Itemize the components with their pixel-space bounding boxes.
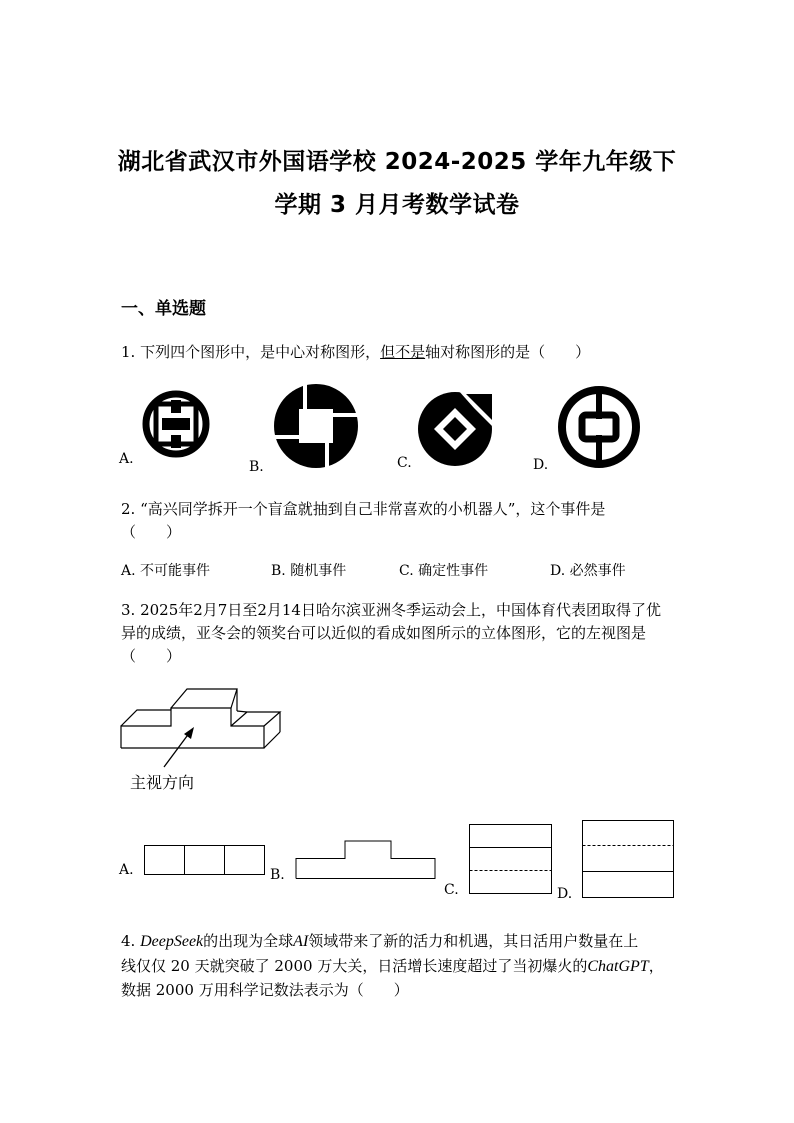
q4-ai: AI (293, 933, 309, 950)
square-swirl-icon[interactable] (273, 383, 359, 469)
q3-option-d-figure[interactable] (582, 820, 675, 899)
q2-option-a[interactable]: A. 不可能事件 (121, 563, 211, 579)
bank-of-china-logo-icon[interactable] (557, 385, 641, 469)
q4-line1-part1: 的出现为全球 (203, 932, 294, 950)
q1-stem-part2: 轴对称图形的是（ ） (425, 343, 591, 361)
q1-option-c-label[interactable]: C. (397, 455, 412, 471)
ccb-logo-icon[interactable] (418, 390, 496, 468)
section-heading: 一、单选题 (121, 299, 206, 319)
q1-stem-part1: 1. 下列四个图形中，是中心对称图形， (121, 343, 381, 361)
question-2-stem-line1: 2. “高兴同学拆开一个盲盒就抽到自己非常喜欢的小机器人”，这个事件是 (121, 500, 606, 518)
view-direction-arrow (160, 726, 200, 771)
q3-option-a-figure[interactable] (144, 845, 266, 876)
question-1-stem (121, 340, 590, 364)
q4-line1-part2: 领域带来了新的活力和机遇，其日活用户数量在上 (308, 932, 639, 950)
q2-option-d[interactable]: D. 必然事件 (550, 563, 626, 579)
q4-chatgpt: ChatGPT (587, 958, 649, 975)
question-4-line2 (121, 954, 664, 979)
q4-number: 4. (121, 932, 136, 950)
question-3-stem-line1: 3. 2025年2月7日至2月14日哈尔滨亚洲冬季运动会上，中国体育代表团取得了优 (121, 601, 661, 619)
question-3-stem-line2: 异的成绩，亚冬会的领奖台可以近似的看成如图所示的立体图形，它的左视图是 (121, 624, 647, 642)
q3-option-b-label[interactable]: B. (270, 867, 285, 883)
q1-option-d-label[interactable]: D. (533, 457, 549, 473)
q3-option-d-label[interactable]: D. (557, 886, 573, 902)
icbc-logo-icon[interactable] (140, 388, 212, 460)
q3-option-c-label[interactable]: C. (444, 882, 459, 898)
q1-stem-underlined: 但不是 (380, 343, 426, 361)
view-direction-label: 主视方向 (130, 773, 195, 792)
q4-line2-part2: ， (648, 957, 664, 975)
question-2-stem-line2: （ ） (121, 523, 182, 541)
q2-option-b[interactable]: B. 随机事件 (271, 563, 347, 579)
q2-option-c[interactable]: C. 确定性事件 (399, 563, 489, 579)
q4-line2-part1: 线仅仅 20 天就突破了 2000 万大关，日活增长速度超过了当初爆火的 (121, 957, 588, 975)
page-title-line2: 学期 3 月月考数学试卷 (274, 192, 520, 218)
question-3-stem-line3: （ ） (121, 647, 182, 665)
question-4-line3: 数据 2000 万用科学记数法表示为（ ） (121, 981, 409, 999)
question-4-line1 (121, 929, 638, 954)
podium-3d-figure (118, 686, 283, 766)
q3-option-c-figure[interactable] (469, 824, 553, 895)
q1-option-a-label[interactable]: A. (119, 451, 134, 467)
q1-option-b-label[interactable]: B. (249, 459, 264, 475)
q4-deepseek: DeepSeek (140, 933, 204, 950)
q3-option-a-label[interactable]: A. (119, 862, 134, 878)
page-title-line1: 湖北省武汉市外国语学校 2024-2025 学年九年级下 (117, 149, 677, 175)
q3-option-b-figure[interactable] (295, 840, 437, 880)
